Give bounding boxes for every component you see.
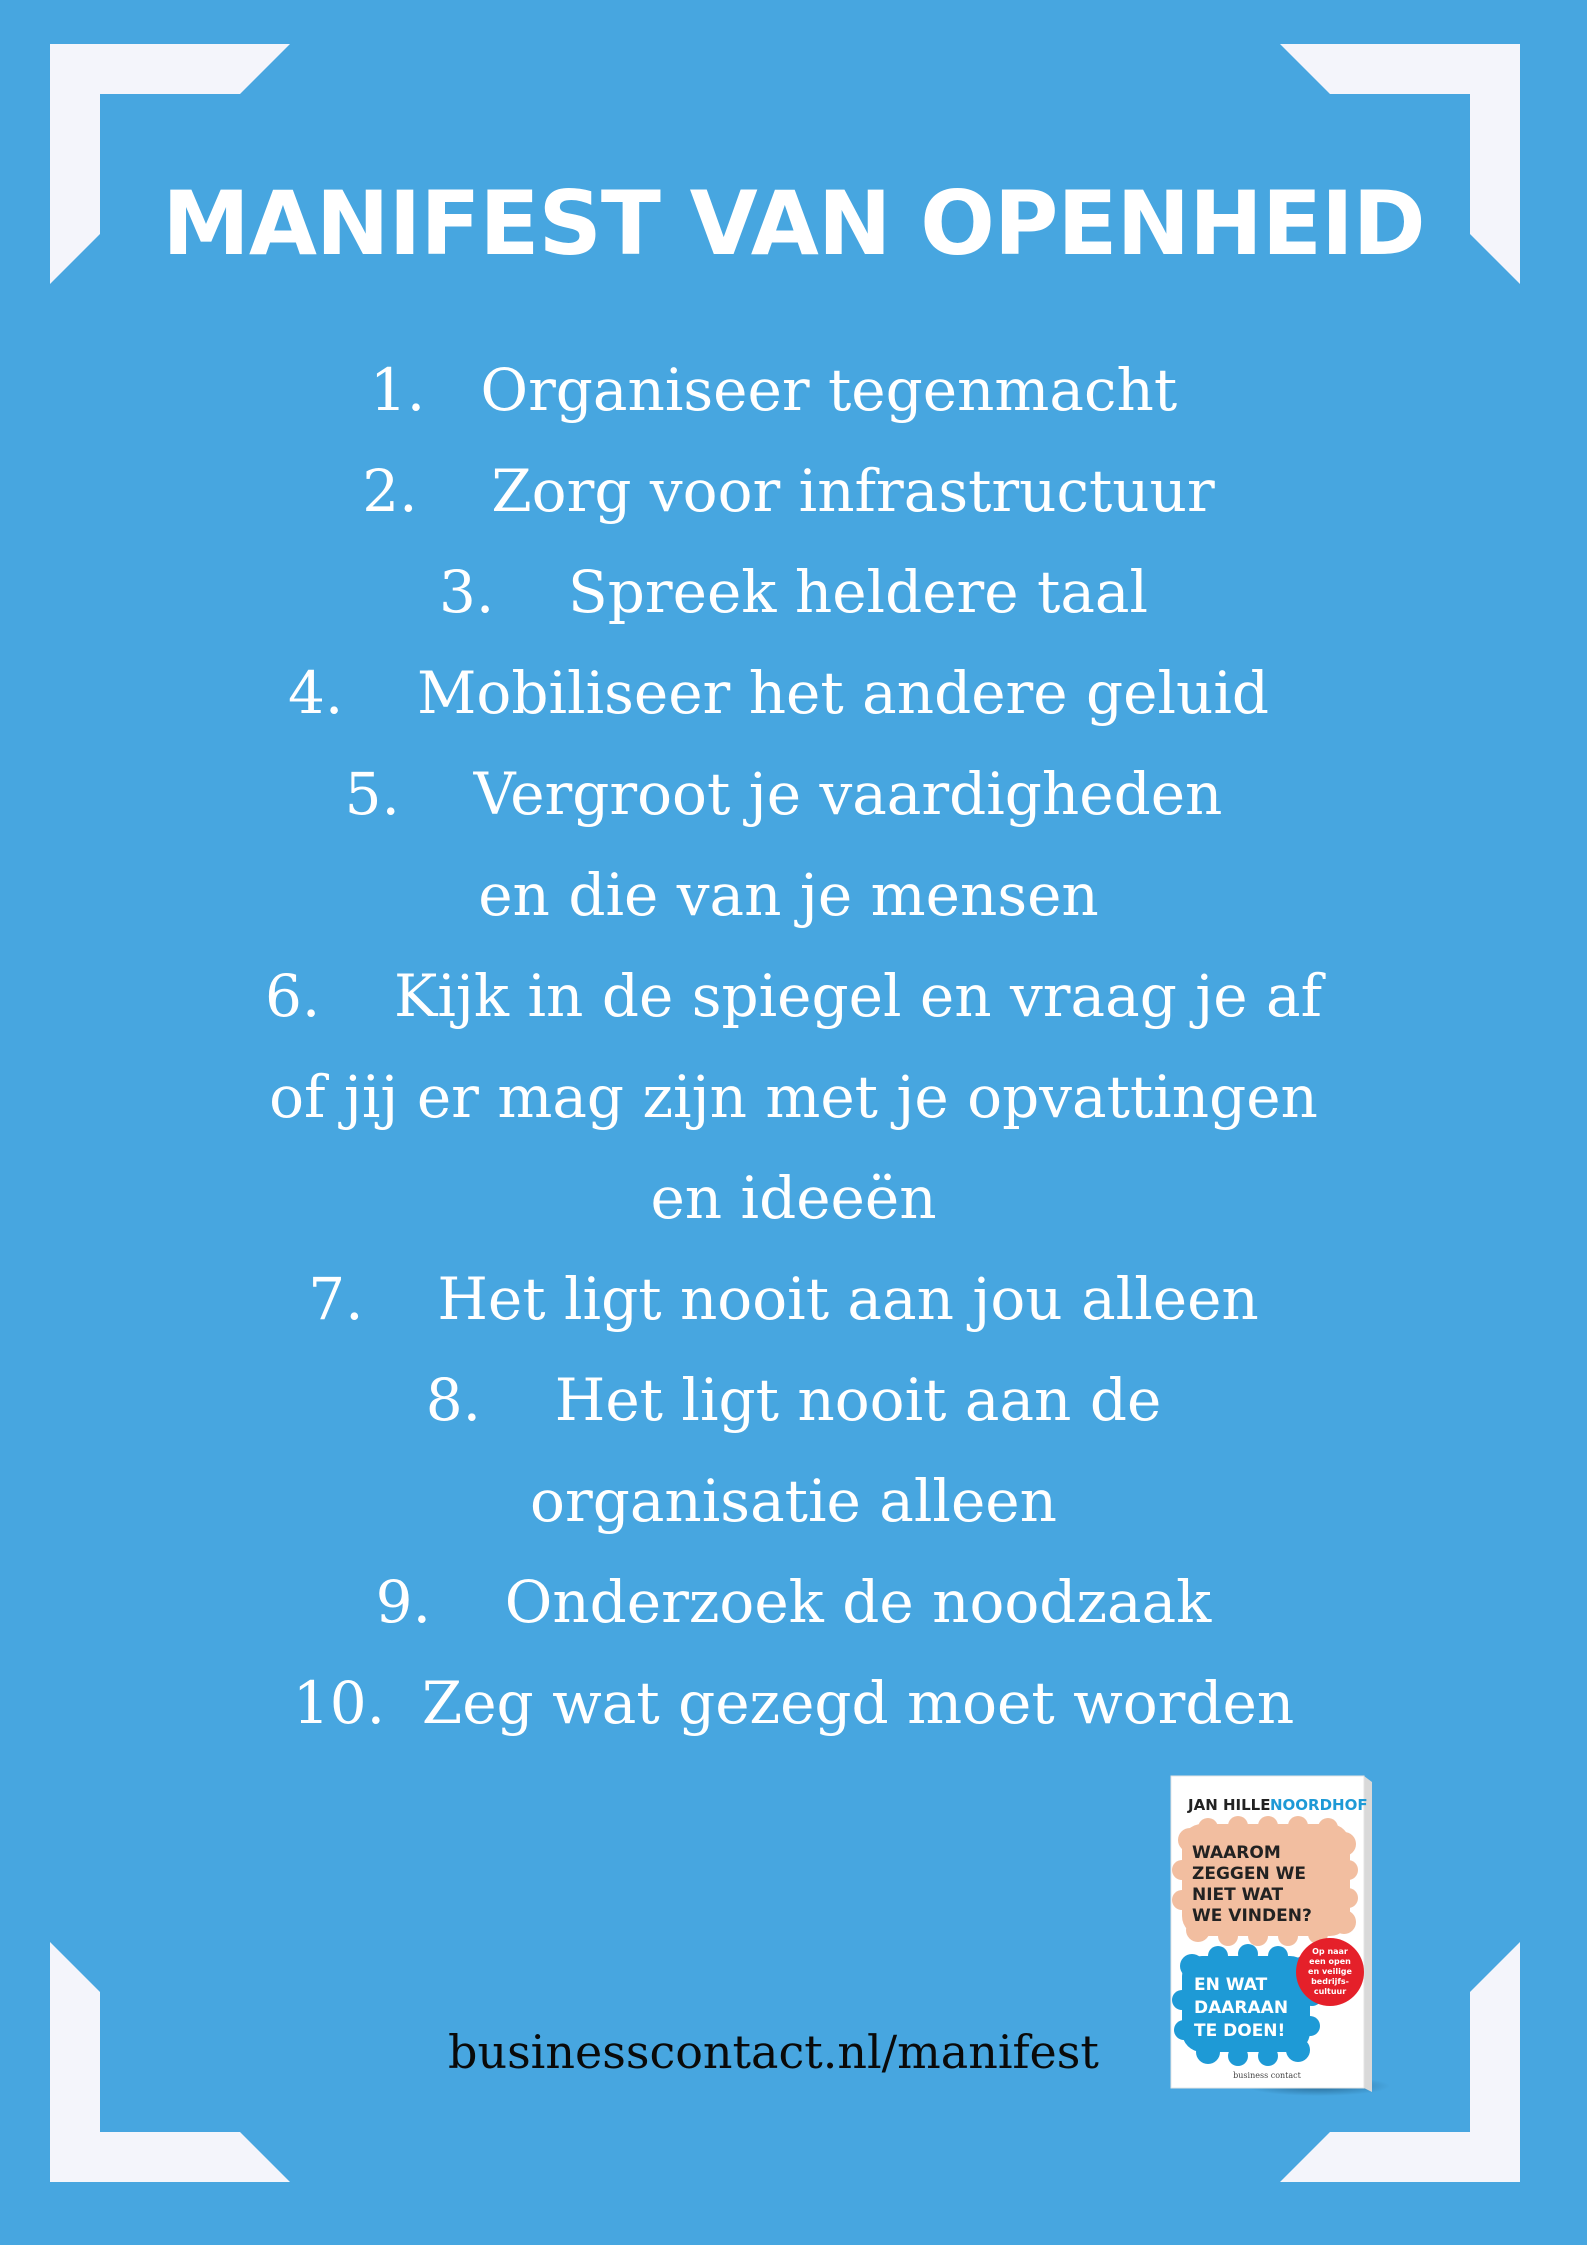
book-subtitle-line: DAARAAN <box>1194 1998 1289 2018</box>
list-item-6-continued: en ideeën <box>650 1164 937 1232</box>
item-number: 5. <box>344 760 400 828</box>
list-item-4 <box>0 643 1587 744</box>
book-title-line: WAAROM <box>1192 1843 1281 1863</box>
item-text: Zorg voor infrastructuur <box>491 457 1215 525</box>
list-item-3 <box>0 542 1587 643</box>
website-link[interactable]: businesscontact.nl/manifest <box>448 2025 1099 2079</box>
book-subtitle-line: EN WAT <box>1194 1975 1268 1995</box>
badge-line: cultuur <box>1313 1987 1347 1996</box>
item-number: 3. <box>438 558 495 626</box>
item-number: 6. <box>264 962 321 1030</box>
page-title: MANIFEST VAN OPENHEID <box>162 172 1425 275</box>
list-item-8 <box>0 1350 1587 1451</box>
badge-line: en veilige <box>1308 1967 1352 1976</box>
item-number: 10. <box>292 1669 386 1737</box>
item-text: Kijk in de spiegel en vraag je af <box>394 962 1323 1030</box>
book-title-line: WE VINDEN? <box>1192 1906 1312 1926</box>
item-number: 1. <box>369 356 426 424</box>
item-text: Mobiliseer het andere geluid <box>417 659 1270 727</box>
list-item-8-continued: organisatie alleen <box>530 1467 1057 1535</box>
list-item-2 <box>0 441 1587 542</box>
item-number: 4. <box>287 659 344 727</box>
item-number: 2. <box>362 457 418 525</box>
book-author-first: JAN HILLE <box>1188 1796 1271 1814</box>
item-number: 8. <box>425 1366 482 1434</box>
item-number: 9. <box>375 1568 432 1636</box>
item-text: Vergroot je vaardigheden <box>473 760 1223 828</box>
list-item-1 <box>0 340 1587 441</box>
manifest-list <box>0 340 1587 1754</box>
book-cover-image <box>1168 1770 1390 2100</box>
list-item-9 <box>0 1552 1587 1653</box>
book-title-line: ZEGGEN WE <box>1192 1864 1306 1884</box>
list-item-7 <box>0 1249 1587 1350</box>
book-publisher: business contact <box>1233 2071 1301 2080</box>
list-item-10 <box>0 1653 1587 1754</box>
item-text: Organiseer tegenmacht <box>480 356 1178 424</box>
badge-line: een open <box>1309 1957 1351 1966</box>
book-author-last: NOORDHOF <box>1270 1796 1368 1814</box>
badge-line: bedrijfs- <box>1311 1977 1349 1986</box>
list-item-6 <box>0 946 1587 1047</box>
item-text: Spreek heldere taal <box>568 558 1149 626</box>
item-number: 7. <box>308 1265 364 1333</box>
list-item-5-continued: en die van je mensen <box>478 861 1099 929</box>
item-text: Onderzoek de noodzaak <box>504 1568 1212 1636</box>
list-item-5 <box>0 744 1587 845</box>
item-text: Zeg wat gezegd moet worden <box>421 1669 1295 1737</box>
book-subtitle-line: TE DOEN! <box>1194 2021 1286 2041</box>
book-title-line: NIET WAT <box>1192 1885 1284 1905</box>
corner-bottom-left <box>50 1942 290 2182</box>
item-text: Het ligt nooit aan de <box>554 1366 1162 1434</box>
badge-line: Op naar <box>1312 1947 1348 1956</box>
item-text: Het ligt nooit aan jou alleen <box>437 1265 1259 1333</box>
list-item-6-continued: of jij er mag zijn met je opvattingen <box>269 1063 1318 1131</box>
